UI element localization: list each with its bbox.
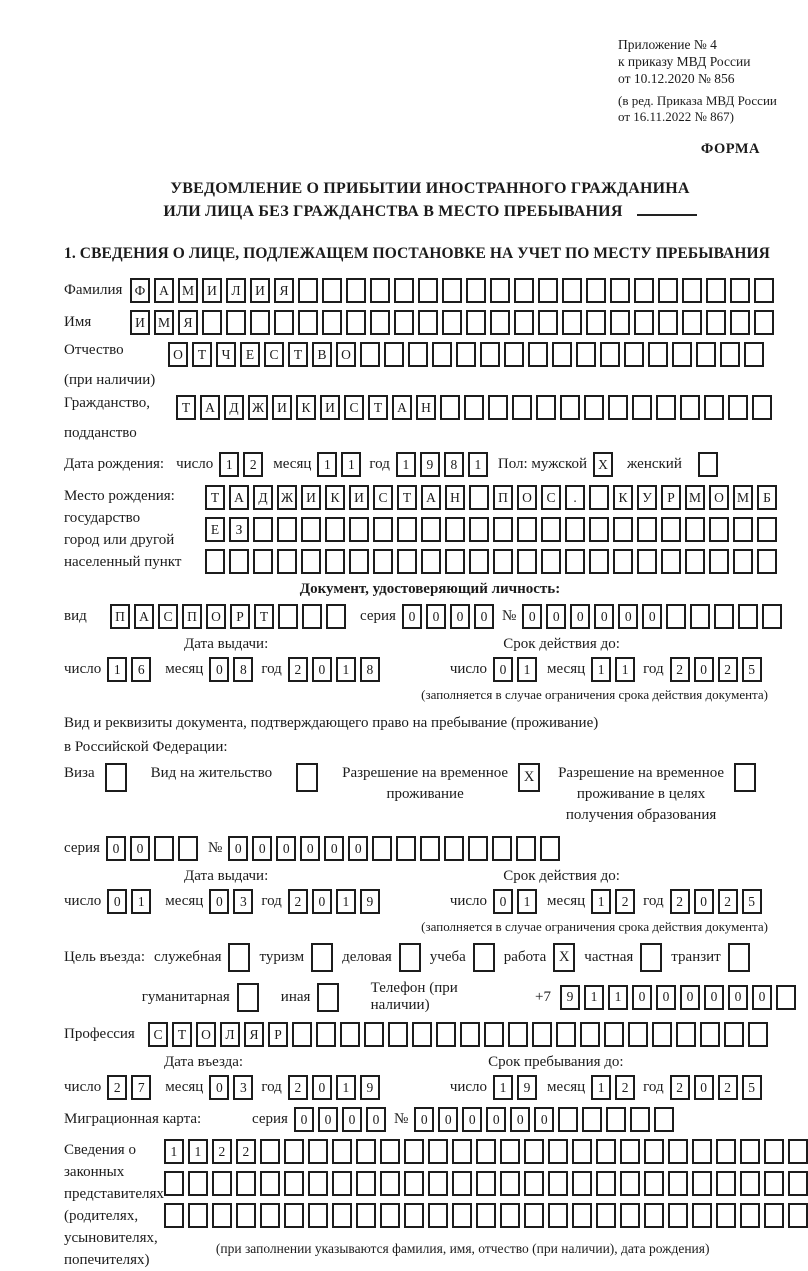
citizenship-label: Гражданство, [64,395,151,411]
doc-kind-cells: П А С П О Р Т [110,604,346,629]
purpose-official: служебная [154,943,251,972]
doc-kind-label: вид [64,608,87,624]
passport-expiry-day-cells: 0 1 [493,657,537,682]
passport-issue-heading: Дата выдачи: [184,636,269,652]
passport-expiry-day-label: число [449,661,488,677]
surname-cells: Ф А М И Л И Я [130,278,774,303]
doc-series-label: серия [360,608,396,624]
permit-expiry-note: (заполняется в случае ограничения срока действия документа) [421,919,768,934]
title-blank-underline [637,200,697,216]
legal-reps-cells-row2 [164,1171,808,1196]
passport-issue-year-label: год [261,661,282,677]
permit-issue-month-cells: 0 3 [209,889,253,914]
permit-option-education: Разрешение на временное проживание в целях получения образования [558,763,756,826]
entry-date-heading: Дата въезда: [164,1054,244,1070]
migration-series-cells: 0 0 0 0 [294,1107,386,1132]
permit-intro-line2: в Российской Федерации: [64,739,228,755]
permit-expiry-month-label: месяц [547,893,586,909]
revision-line: (в ред. Приказа МВД России [618,93,777,108]
passport-expiry-year-cells: 2 0 2 5 [670,657,762,682]
stay-day-cells: 1 9 [493,1075,537,1100]
birth-day-label: число [176,456,214,472]
purpose-business: деловая [342,943,421,972]
sex-male-checkbox: X [593,452,613,477]
entry-year-cells: 2 0 1 9 [288,1075,380,1100]
passport-issue-year-cells: 2 0 1 8 [288,657,380,682]
entry-day-cells: 2 7 [107,1075,151,1100]
phone-label: Телефон (при наличии) [370,980,458,1013]
doc-series-cells: 0 0 0 0 [402,604,494,629]
patronymic-sublabel: (при наличии) [64,372,156,388]
migration-number-label: № [393,1111,409,1127]
appendix-block [618,36,796,125]
appendix-line: к приказу МВД России [618,54,751,69]
purpose-official-checkbox [228,943,250,972]
patronymic-cells: О Т Ч Е С Т В О [168,342,764,367]
education-permit-checkbox [734,763,756,792]
birth-month-cells: 1 1 [317,452,361,477]
sex-female-label: женский [627,456,682,472]
birth-year-cells: 1 9 8 1 [396,452,488,477]
permit-expiry-day-cells: 0 1 [493,889,537,914]
stay-until-heading: Срок пребывания до: [488,1054,624,1070]
stay-month-label: месяц [547,1079,586,1095]
purpose-other-checkbox [317,983,339,1012]
permit-issue-day-label: число [64,893,102,909]
profession-label: Профессия [64,1026,135,1042]
entry-month-label: месяц [165,1079,204,1095]
form-title [64,178,796,223]
permit-issue-month-label: месяц [165,893,204,909]
permit-number-cells: 0 0 0 0 0 0 [228,836,560,861]
stay-day-label: число [449,1079,488,1095]
purpose-tourism-checkbox [311,943,333,972]
purpose-study-checkbox [473,943,495,972]
purpose-business-checkbox [399,943,421,972]
passport-expiry-note: (заполняется в случае ограничения срока действия документа) [421,687,768,702]
residence-checkbox [296,763,318,792]
permit-option-temp: Разрешение на временное проживание X [342,763,540,805]
purpose-study: учеба [430,943,495,972]
form-title-line1: УВЕДОМЛЕНИЕ О ПРИБЫТИИ ИНОСТРАННОГО ГРАЖДАНИНА [170,180,690,197]
permit-option-visa: Виза [64,763,127,792]
permit-option-residence: Вид на жительство [151,763,318,792]
birthplace-cells-row1: Т А Д Ж И К И С Т А Н П О С . К У Р М О М Б [205,485,777,510]
migration-series-label: серия [252,1111,288,1127]
entry-year-label: год [261,1079,282,1095]
patronymic-label: Отчество [64,342,124,358]
permit-intro-line1: Вид и реквизиты документа, подтверждающего право на пребывание (проживание) [64,715,599,731]
permit-issue-year-label: год [261,893,282,909]
legal-reps-cells-row3 [164,1203,808,1228]
permit-number-label: № [207,840,223,856]
permit-expiry-year-cells: 2 0 2 5 [670,889,762,914]
legal-reps-cells-row1: 1 1 2 2 [164,1139,808,1164]
temp-permit-checkbox: X [518,763,540,792]
birthplace-cells-row3 [205,549,777,574]
permit-series-label: серия [64,840,100,856]
birthplace-label: Место рождения: государство город или другой населенный пункт [64,488,182,570]
permit-expiry-heading: Срок действия до: [503,868,620,884]
permit-expiry-day-label: число [449,893,488,909]
birthplace-cells-row2: Е З [205,517,777,542]
legal-reps-label: Сведения о законных представителях (родителях, усыновителях, попечителях) [64,1142,164,1268]
visa-checkbox [105,763,127,792]
passport-issue-day-cells: 1 6 [107,657,151,682]
purpose-work: работа X [504,943,576,972]
legal-reps-note: (при заполнении указываются фамилия, имя, отчество (при наличии), дата рождения) [215,1241,710,1256]
stay-month-cells: 1 2 [591,1075,635,1100]
passport-issue-month-cells: 0 8 [209,657,253,682]
purpose-humanitarian: гуманитарная [142,983,259,1012]
entry-month-cells: 0 3 [209,1075,253,1100]
birth-year-label: год [369,456,390,472]
sex-male-label: Пол: мужской [497,456,588,472]
purpose-private-checkbox [640,943,662,972]
citizenship-sublabel: подданство [64,425,137,441]
passport-issue-month-label: месяц [165,661,204,677]
migration-card-label: Миграционная карта: [64,1111,202,1127]
surname-label: Фамилия [64,282,123,298]
passport-expiry-heading: Срок действия до: [503,636,620,652]
passport-expiry-year-label: год [643,661,664,677]
purpose-other: иная [281,983,340,1012]
appendix-line: от 10.12.2020 № 856 [618,71,735,86]
form-word: ФОРМА [700,141,760,157]
permit-expiry-year-label: год [643,893,664,909]
birthdate-label: Дата рождения: [64,456,165,472]
purpose-humanitarian-checkbox [237,983,259,1012]
birth-day-cells: 1 2 [219,452,263,477]
permit-issue-heading: Дата выдачи: [184,868,269,884]
identity-doc-heading: Документ, удостоверяющий личность: [299,581,561,597]
section1-heading: 1. СВЕДЕНИЯ О ЛИЦЕ, ПОДЛЕЖАЩЕМ ПОСТАНОВКЕ НА УЧЕТ ПО МЕСТУ ПРЕБЫВАНИЯ [64,245,770,262]
form-title-line2: ИЛИ ЛИЦА БЕЗ ГРАЖДАНСТВА В МЕСТО ПРЕБЫВАНИЯ [163,203,623,220]
purpose-work-checkbox: X [553,943,575,972]
purpose-transit: транзит [671,943,749,972]
citizenship-cells: Т А Д Ж И К И С Т А Н [176,395,772,420]
appendix-line: Приложение № 4 [618,37,717,52]
entry-day-label: число [64,1079,102,1095]
permit-expiry-month-cells: 1 2 [591,889,635,914]
firstname-cells: И М Я [130,310,774,335]
phone-prefix: +7 [535,988,551,1005]
purpose-tourism: туризм [259,943,333,972]
permit-series-cells: 0 0 [106,836,198,861]
firstname-label: Имя [64,314,92,330]
passport-issue-day-label: число [64,661,102,677]
doc-number-cells: 0 0 0 0 0 0 [522,604,782,629]
purpose-private: частная [584,943,662,972]
purpose-prefix: Цель въезда: [64,949,145,965]
permit-issue-day-cells: 0 1 [107,889,151,914]
purpose-transit-checkbox [728,943,750,972]
phone-cells: 9 1 1 0 0 0 0 0 0 [560,985,796,1010]
sex-female-checkbox [698,452,718,477]
passport-expiry-month-label: месяц [547,661,586,677]
stay-year-label: год [643,1079,664,1095]
passport-expiry-month-cells: 1 1 [591,657,635,682]
permit-issue-year-cells: 2 0 1 9 [288,889,380,914]
migration-number-cells: 0 0 0 0 0 0 [414,1107,674,1132]
stay-year-cells: 2 0 2 5 [670,1075,762,1100]
birth-month-label: месяц [273,456,312,472]
doc-number-label: № [501,608,517,624]
revision-line: от 16.11.2022 № 867) [618,109,735,124]
profession-cells: С Т О Л Я Р [148,1022,768,1047]
